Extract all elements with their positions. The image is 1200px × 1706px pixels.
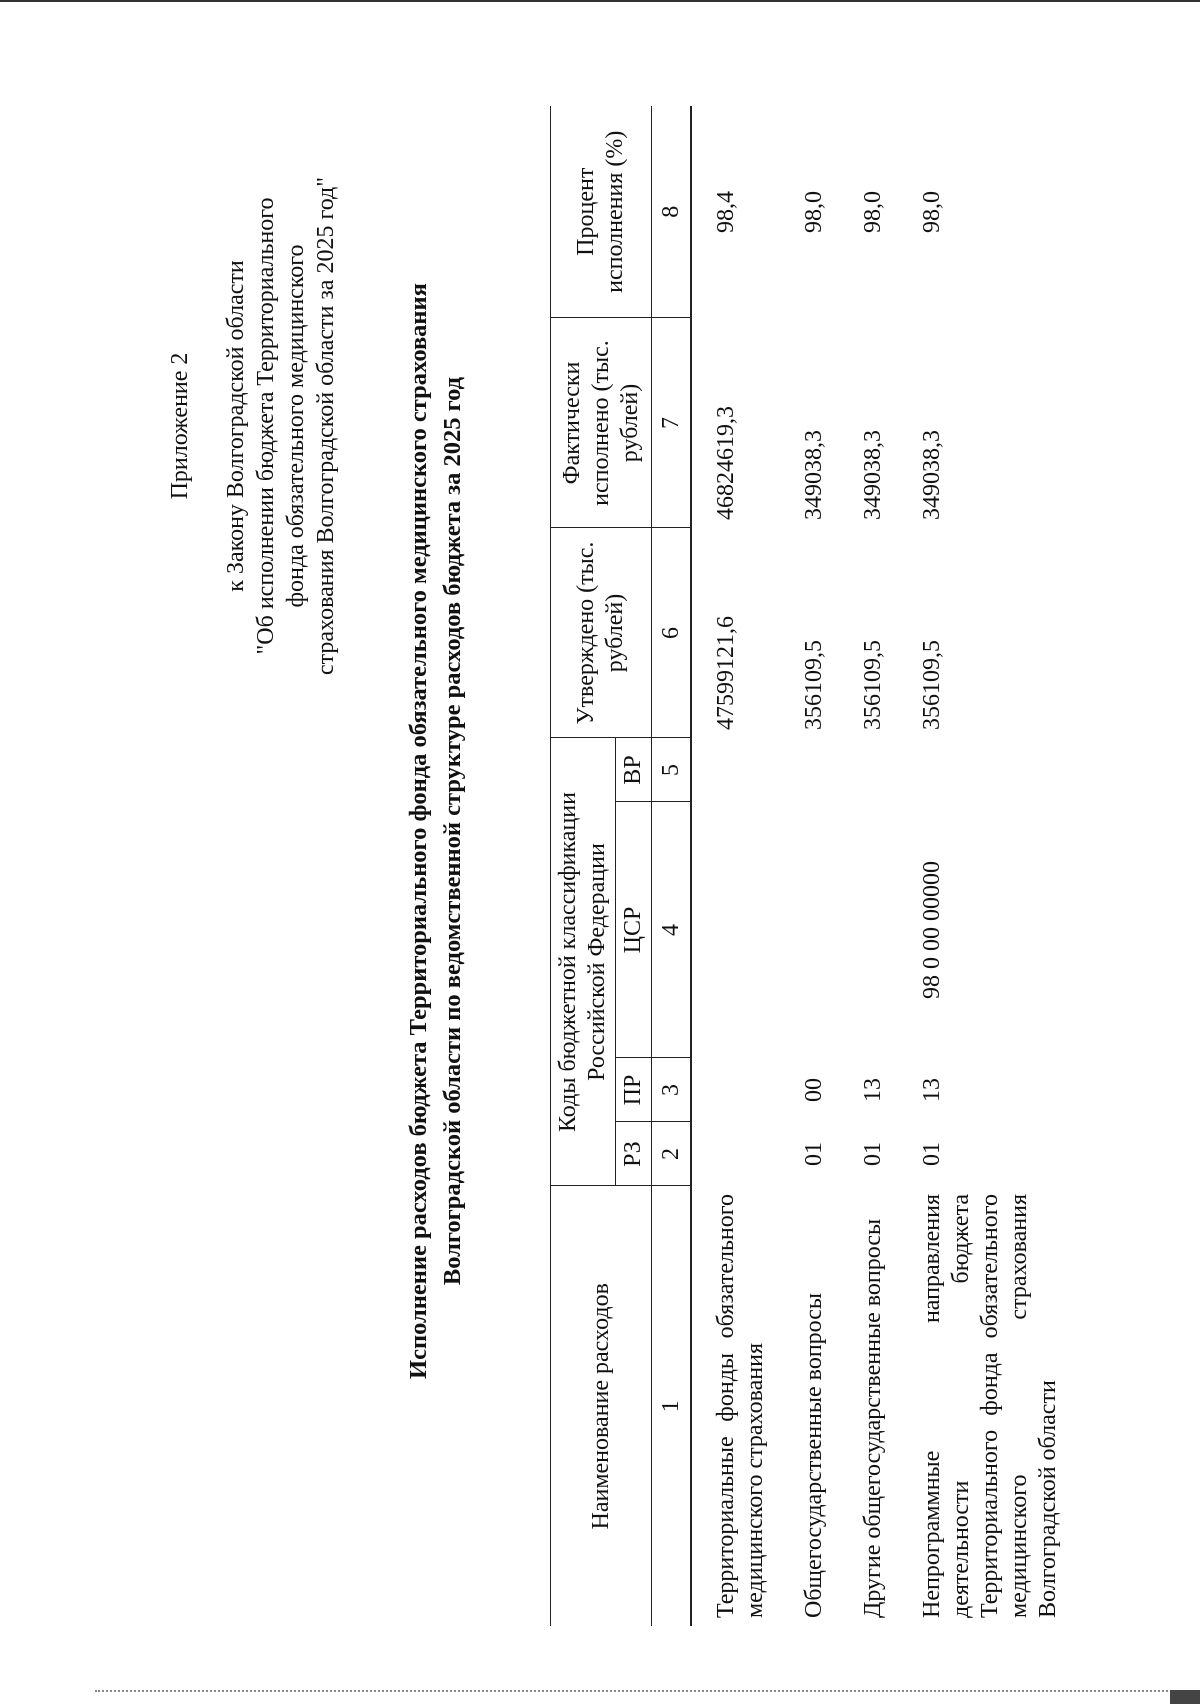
row-percent: 98,0: [801, 191, 827, 233]
table-row: [800, 106, 859, 1626]
row-pr: 00: [801, 1078, 827, 1102]
header-percent: Процент исполнения (%): [551, 106, 652, 318]
row-name: Общегосударственные вопросы: [801, 1292, 827, 1618]
header-name: Наименование расходов: [551, 1186, 652, 1626]
row-percent: 98,0: [860, 191, 886, 233]
table-row: [918, 106, 1093, 1626]
header-codes-group: Коды бюджетной классификации Российской Федерации: [551, 738, 616, 1186]
header-vr: ВР: [616, 738, 652, 802]
document-title-line: Исполнение расходов бюджета Территориального фонда обязательного медицинского страхования: [405, 283, 432, 1379]
column-number: 3: [652, 1058, 692, 1122]
row-vr: [859, 738, 918, 802]
appendix-line: "Об исполнении бюджета Территориального: [253, 197, 279, 655]
row-actual: 349038,3: [860, 430, 886, 520]
header-pr: ПР: [616, 1058, 652, 1122]
column-number: 2: [652, 1122, 692, 1186]
row-actual: 349038,3: [801, 430, 827, 520]
document-title-line: Волгоградской области по ведомственной структуре расходов бюджета за 2025 год: [439, 376, 466, 1286]
row-actual: 349038,3: [919, 430, 945, 520]
row-percent: 98,4: [713, 191, 739, 233]
appendix-block: [165, 146, 341, 706]
header-csr: ЦСР: [616, 802, 652, 1058]
column-number: 6: [652, 528, 692, 738]
header-rz: РЗ: [616, 1122, 652, 1186]
row-rz: 01: [801, 1142, 827, 1166]
row-csr: [800, 802, 859, 1058]
header-approved: Утверждено (тыс. рублей): [551, 528, 652, 738]
row-rz: 01: [919, 1142, 945, 1166]
appendix-title: Приложение 2: [167, 352, 193, 500]
row-approved: 356109,5: [919, 640, 945, 730]
row-name: Другие общегосударственные вопросы: [860, 1218, 886, 1618]
row-csr: 98 0 00 00000: [919, 861, 945, 999]
row-vr: [800, 738, 859, 802]
column-number: 7: [652, 318, 692, 528]
row-approved: 47599121,6: [713, 616, 739, 730]
row-csr: [712, 802, 800, 1058]
header-actual: Фактически исполнено (тыс. рублей): [551, 318, 652, 528]
row-percent: 98,0: [919, 191, 945, 233]
appendix-line: к Закону Волгоградской области: [223, 260, 249, 592]
row-rz: 01: [860, 1142, 886, 1166]
row-actual: 46824619,3: [713, 406, 739, 520]
row-rz: [712, 1122, 800, 1186]
row-vr: [712, 738, 800, 802]
row-name: Непрограммные направления деятельности бюджета Территориального фонда обязательного медицинского страхования Волгоградской области: [919, 1194, 1061, 1618]
row-vr: [918, 738, 1093, 802]
column-number: 5: [652, 738, 692, 802]
row-approved: 356109,5: [801, 640, 827, 730]
appendix-line: страхования Волгоградской области за 2025 год": [313, 176, 339, 676]
column-number: 4: [652, 802, 692, 1058]
row-approved: 356109,5: [860, 640, 886, 730]
appendix-line: фонда обязательного медицинского: [283, 244, 309, 608]
row-csr: [859, 802, 918, 1058]
row-name: Территориальные фонды обязательного медицинского страхования: [713, 1194, 768, 1618]
table-row: [712, 106, 800, 1626]
column-number: 8: [652, 106, 692, 318]
row-pr: 13: [860, 1078, 886, 1102]
document-title: [402, 106, 470, 1556]
row-pr: [712, 1058, 800, 1122]
row-pr: 13: [919, 1078, 945, 1102]
table-row: [859, 106, 918, 1626]
column-number: 1: [652, 1186, 692, 1626]
budget-table: [550, 106, 1093, 1626]
